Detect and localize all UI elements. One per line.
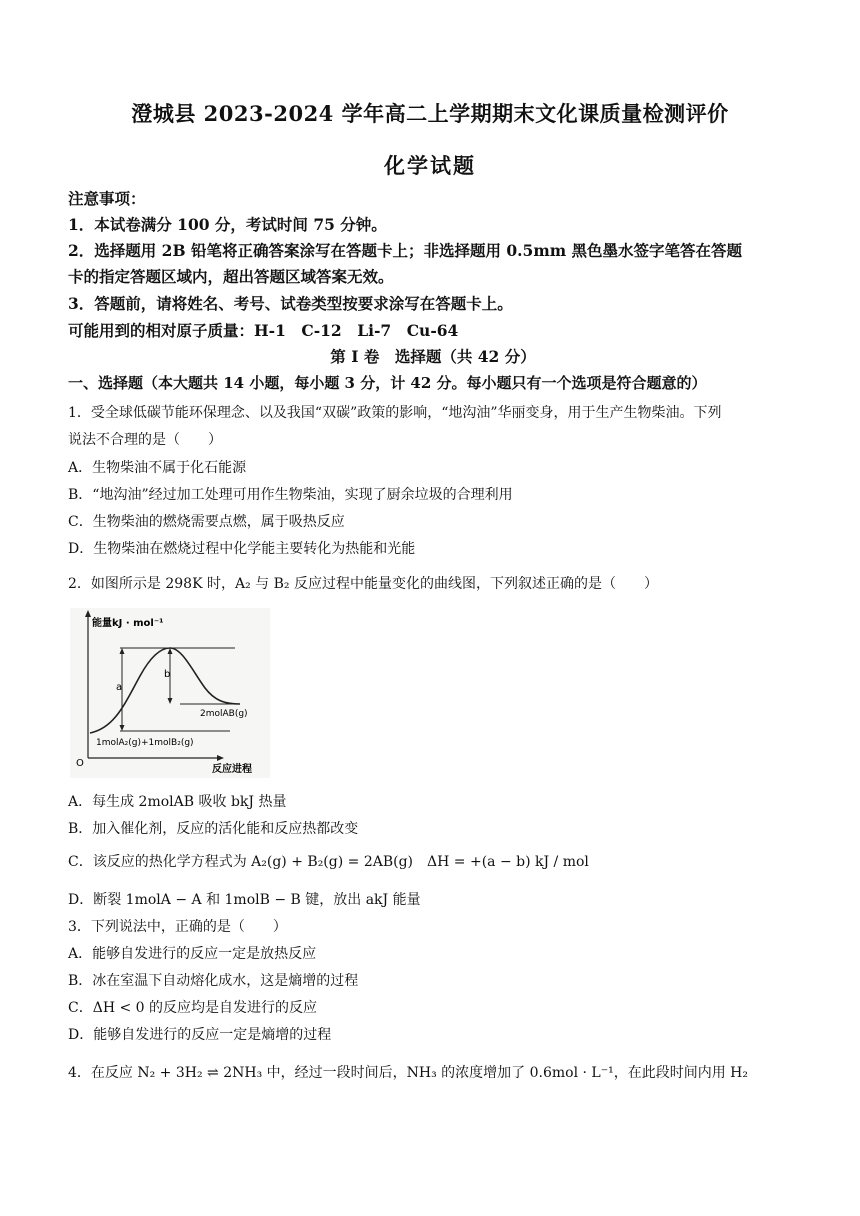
diagram-a-label: a: [116, 682, 123, 693]
note-item-3: 3．答题前，请将姓名、考号、试卷类型按要求涂写在答题卡上。: [68, 294, 513, 313]
q3-option-b: B．冰在室温下自动熔化成水，这是熵增的过程: [68, 973, 359, 989]
q4-stem: 4．在反应 N₂ + 3H₂ ⇌ 2NH₃ 中，经过一段时间后，NH₃ 的浓度增加了 0.6mol · L⁻¹，在此段时间内用 H₂: [68, 1065, 748, 1081]
atomic-masses: 可能用到的相对原子质量：H-1 C-12 Li-7 Cu-64: [68, 321, 459, 340]
diagram-product-label: 2molAB(g): [200, 709, 248, 719]
note-item-2a: 2．选择题用 2B 铅笔将正确答案涂写在答题卡上；非选择题用 0.5mm 黑色墨水签字笔答在答题: [68, 241, 743, 260]
q3-option-a: A．能够自发进行的反应一定是放热反应: [68, 946, 317, 962]
q3-stem: 3．下列说法中，正确的是（ ）: [68, 919, 287, 935]
q1-option-d: D．生物柴油在燃烧过程中化学能主要转化为热能和光能: [68, 541, 416, 557]
q1-option-a: A．生物柴油不属于化石能源: [68, 460, 247, 476]
note-item-2b: 卡的指定答题区域内，超出答题区域答案无效。: [68, 267, 394, 286]
q2-option-b: B．加入催化剂，反应的活化能和反应热都改变: [68, 821, 359, 837]
q3-option-c: C．ΔH < 0 的反应均是自发进行的反应: [68, 1000, 318, 1016]
energy-diagram: [70, 608, 270, 778]
diagram-reactant-label: 1molA₂(g)+1molB₂(g): [96, 738, 194, 748]
q2-option-a: A．每生成 2molAB 吸收 bkJ 热量: [68, 794, 287, 810]
notes-heading: 注意事项：: [68, 189, 146, 208]
diagram-origin: O: [76, 758, 84, 769]
exam-title: 澄城县 2023-2024 学年高二上学期期末文化课质量检测评价: [131, 101, 729, 126]
q2-option-c: C．该反应的热化学方程式为 A₂(g) + B₂(g) = 2AB(g) ΔH = +(a − b) kJ / mol: [68, 854, 589, 870]
q1-option-c: C．生物柴油的燃烧需要点燃，属于吸热反应: [68, 514, 345, 530]
q1-stem-line2: 说法不合理的是（ ）: [68, 432, 222, 448]
q1-option-b: B．“地沟油”经过加工处理可用作生物柴油，实现了厨余垃圾的合理利用: [68, 487, 513, 503]
note-item-1: 1．本试卷满分 100 分，考试时间 75 分钟。: [68, 215, 387, 234]
q3-option-d: D．能够自发进行的反应一定是熵增的过程: [68, 1027, 332, 1043]
diagram-b-label: b: [164, 669, 171, 680]
section-heading: 一、选择题（本大题共 14 小题，每小题 3 分，计 42 分。每小题只有一个选项是符合题意的）: [68, 374, 707, 392]
part1-title: 第 Ⅰ 卷 选择题（共 42 分）: [330, 347, 536, 366]
diagram-xlabel: 反应进程: [212, 764, 252, 775]
q2-option-d: D．断裂 1molA − A 和 1molB − B 键，放出 akJ 能量: [68, 892, 421, 908]
q2-stem: 2．如图所示是 298K 时，A₂ 与 B₂ 反应过程中能量变化的曲线图，下列叙述正确的是（ ）: [68, 576, 658, 592]
exam-subtitle: 化学试题: [384, 153, 476, 178]
q1-stem-line1: 1．受全球低碳节能环保理念、以及我国“双碳”政策的影响，“地沟油”华丽变身，用于生产生物柴油。下列: [68, 405, 722, 421]
diagram-ylabel: 能量kJ · mol⁻¹: [92, 618, 164, 629]
